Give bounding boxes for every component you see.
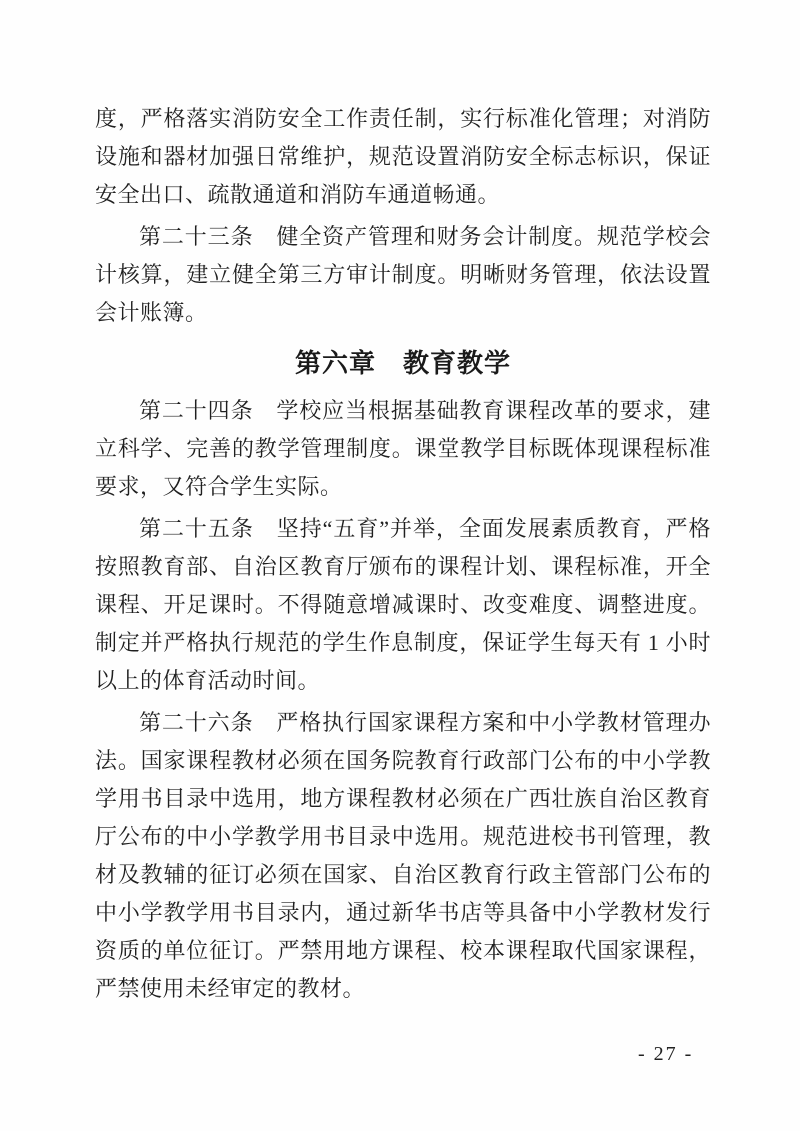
chapter-heading: 第六章 教育教学 [294,348,511,378]
paragraph-article-25: 第二十五条 坚持“五育”并举，全面发展素质教育，严格按照教育部、自治区教育厅颁布的课程计划、课程标准，开全课程、开足课时。不得随意增减课时、改变难度、调整进度。制定并严格执行规范的学生作息制度，保证学生每天有 1 小时以上的体育活动时间。 [95,516,711,693]
page-number: - 27 - [638,1043,694,1065]
paragraph-article-23: 第二十三条 健全资产管理和财务会计制度。规范学校会计核算，建立健全第三方审计制度。明晰财务管理，依法设置会计账簿。 [95,224,711,325]
paragraph-article-26: 第二十六条 严格执行国家课程方案和中小学教材管理办法。国家课程教材必须在国务院教育行政部门公布的中小学教学用书目录中选用，地方课程教材必须在广西壮族自治区教育厅公布的中小学教学用书目录中选用。规范进校书刊管理，教材及教辅的征订必须在国家、自治区教育行政主管部门公布的中小学教学用书目录内，通过新华书店等具备中小学教材发行资质的单位征订。严禁用地方课程、校本课程取代国家课程，严禁使用未经审定的教材。 [95,710,711,1001]
page-content [95,100,711,1012]
paragraph-article-24: 第二十四条 学校应当根据基础教育课程改革的要求，建立科学、完善的教学管理制度。课堂教学目标既体现课程标准要求，又符合学生实际。 [95,398,711,499]
paragraph-continuation: 度，严格落实消防安全工作责任制，实行标准化管理；对消防设施和器材加强日常维护，规范设置消防安全标志标识，保证安全出口、疏散通道和消防车通道畅通。 [95,106,711,207]
